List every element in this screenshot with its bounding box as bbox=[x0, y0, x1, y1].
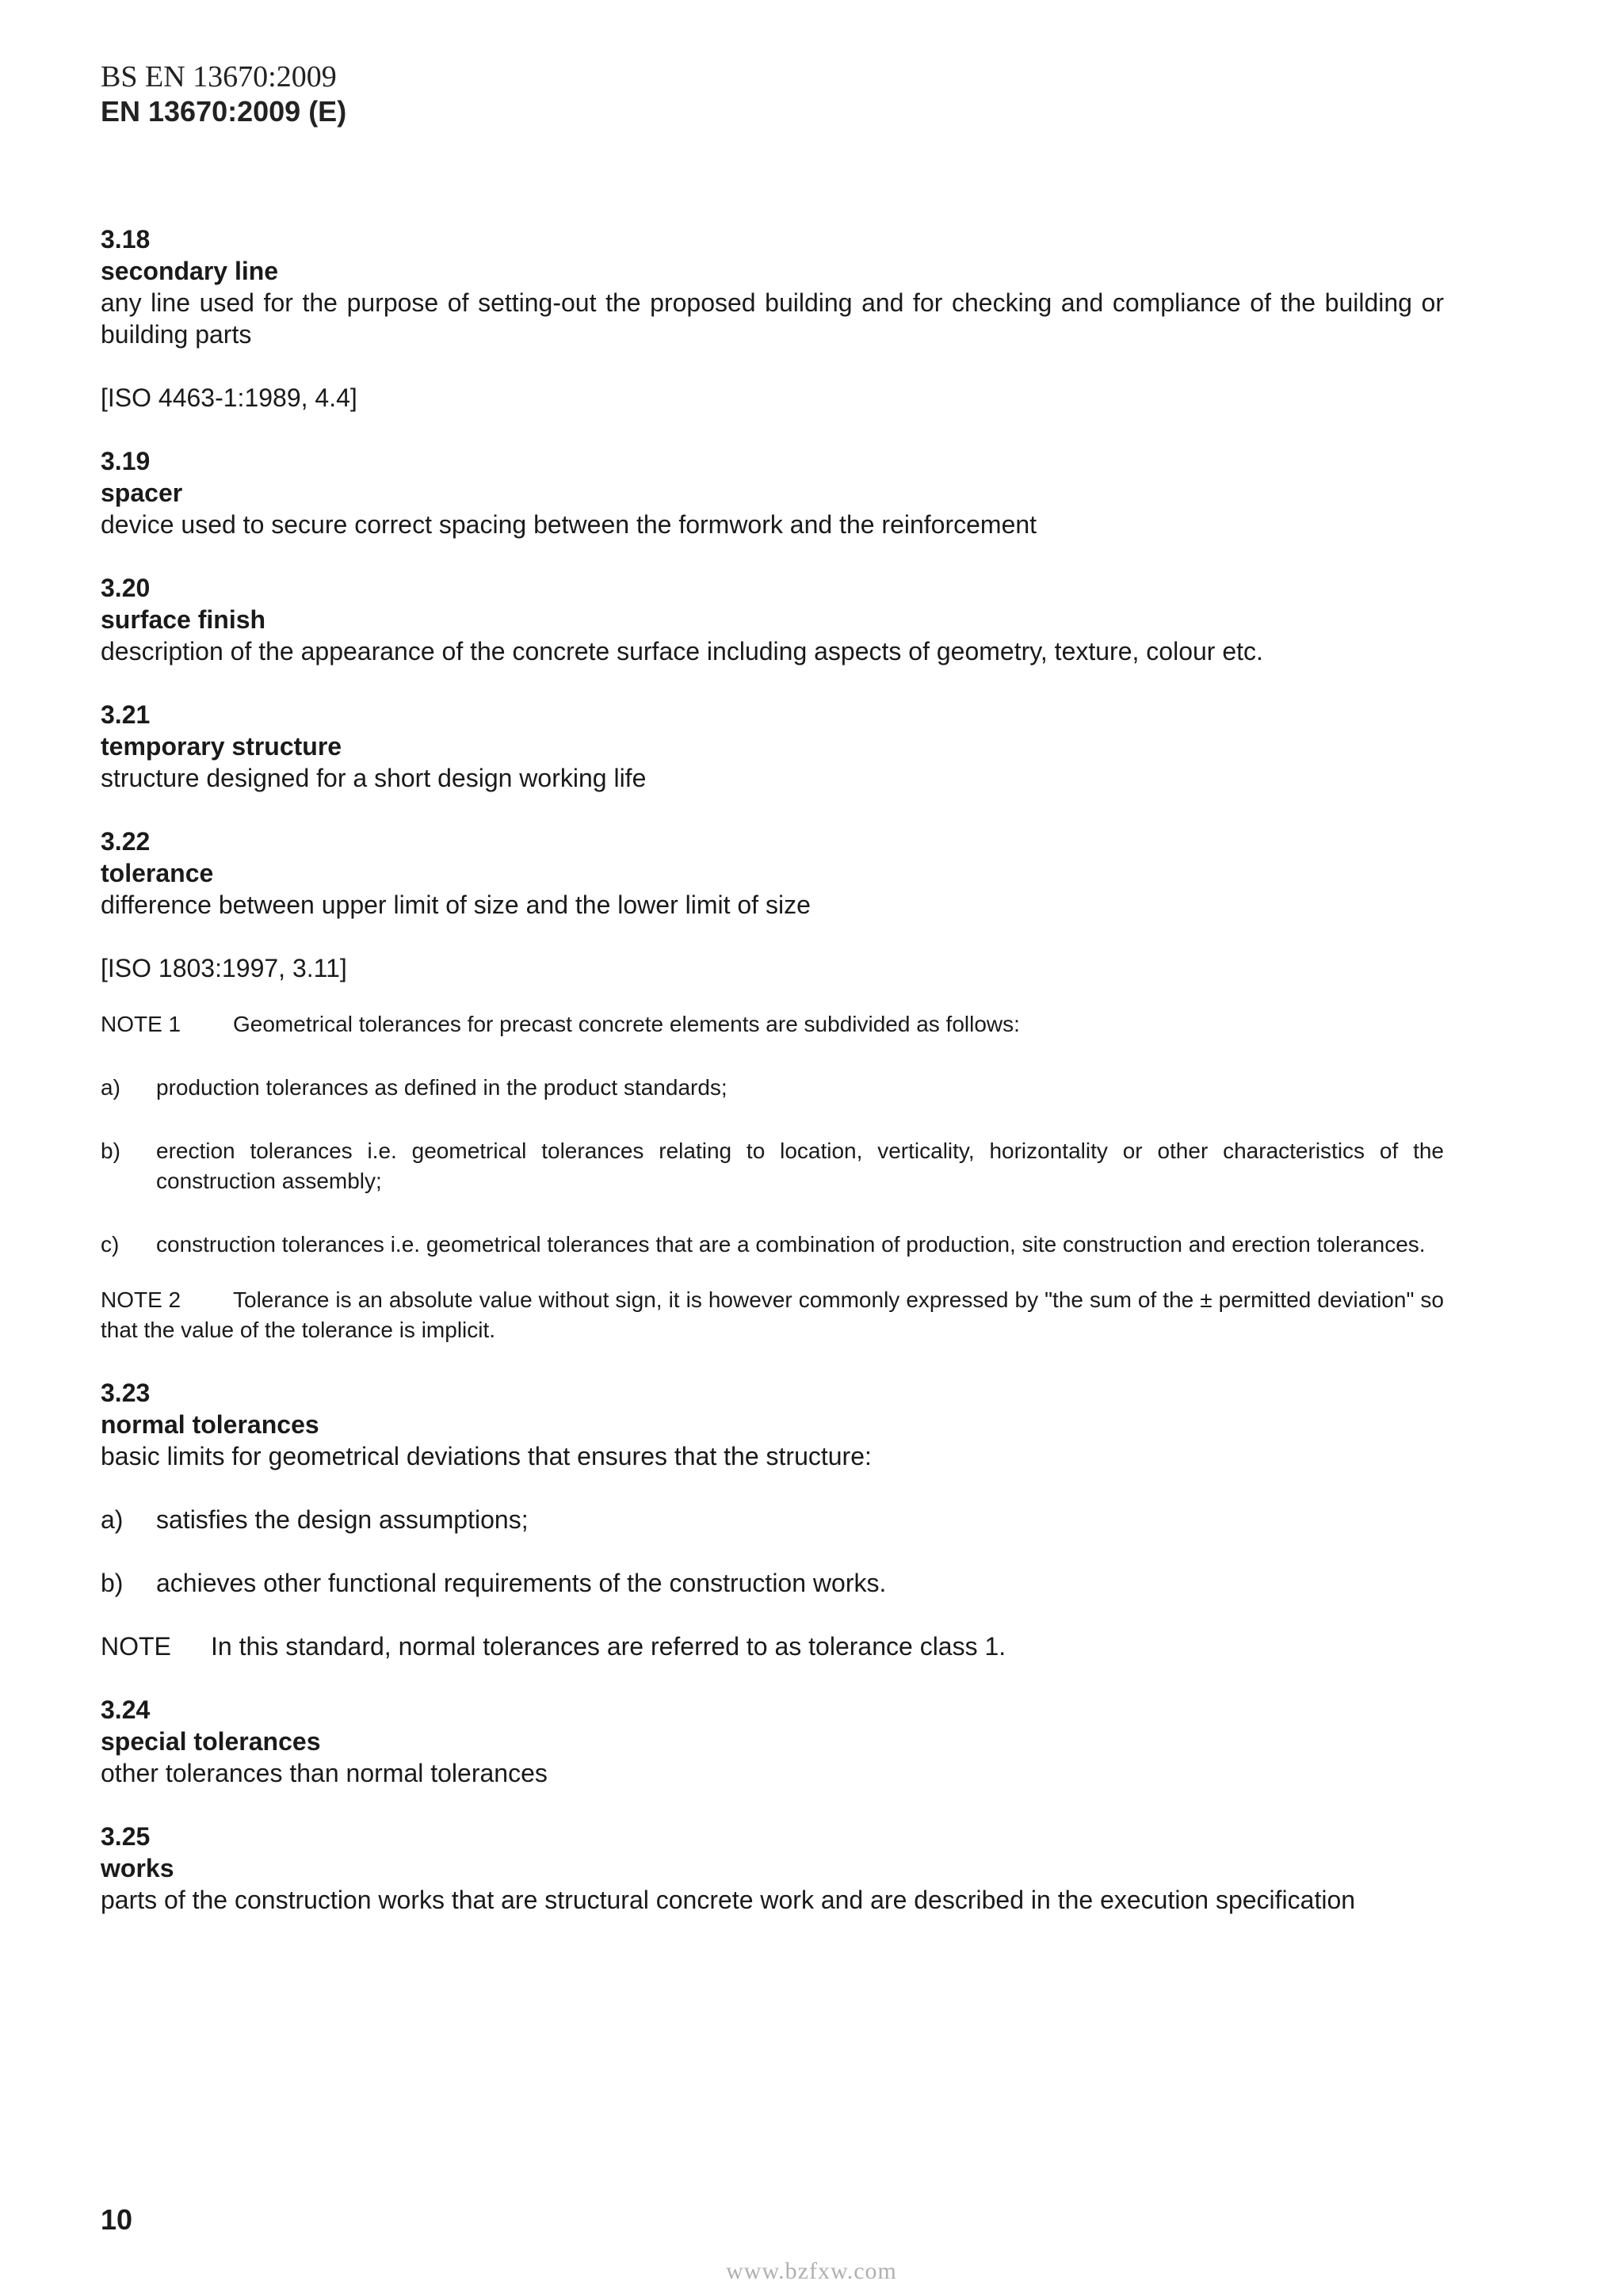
document-body bbox=[101, 223, 1444, 1916]
term-name: normal tolerances bbox=[101, 1410, 319, 1439]
list-item bbox=[101, 1073, 1444, 1103]
term-reference: [ISO 1803:1997, 3.11] bbox=[101, 954, 347, 982]
note-label: NOTE 2 bbox=[101, 1287, 181, 1312]
list-item-label: a) bbox=[101, 1075, 120, 1100]
term-number: 3.24 bbox=[101, 1695, 151, 1724]
term-name: spacer bbox=[101, 479, 183, 507]
term-definition: any line used for the purpose of setting-out the proposed building and for checking and compliance of the building or building parts bbox=[101, 288, 1444, 349]
note-text: Geometrical tolerances for precast concrete elements are subdivided as follows: bbox=[233, 1012, 1020, 1036]
list-item-text: construction tolerances i.e. geometrical tolerances that are a combination of production, site construction and erection tolerances. bbox=[156, 1232, 1426, 1257]
term-name: tolerance bbox=[101, 859, 214, 887]
term-entry-3-20 bbox=[101, 572, 1444, 667]
term-number: 3.20 bbox=[101, 574, 151, 602]
list-item-label: b) bbox=[101, 1138, 120, 1163]
term-entry-3-22 bbox=[101, 826, 1444, 1345]
list-item-text: satisfies the design assumptions; bbox=[156, 1505, 529, 1534]
term-name: secondary line bbox=[101, 257, 279, 285]
list-item-label: c) bbox=[101, 1232, 120, 1257]
list-item-label: b) bbox=[101, 1569, 124, 1597]
term-entry-3-21 bbox=[101, 699, 1444, 794]
page-header bbox=[101, 59, 814, 128]
list-item bbox=[101, 1136, 1444, 1196]
term-definition: basic limits for geometrical deviations that ensures that the structure: bbox=[101, 1442, 872, 1470]
term-number: 3.22 bbox=[101, 827, 151, 856]
list-item-text: erection tolerances i.e. geometrical tolerances relating to location, verticality, horizontality or other characteristics of the construction assembly; bbox=[156, 1138, 1444, 1193]
note-text: In this standard, normal tolerances are referred to as tolerance class 1. bbox=[211, 1632, 1006, 1661]
term-name: special tolerances bbox=[101, 1727, 321, 1756]
term-number: 3.25 bbox=[101, 1822, 151, 1851]
term-name: temporary structure bbox=[101, 732, 342, 761]
list-item-text: achieves other functional requirements of the construction works. bbox=[156, 1569, 887, 1597]
list-item-label: a) bbox=[101, 1505, 124, 1534]
list-item bbox=[101, 1504, 1444, 1535]
term-entry-3-18 bbox=[101, 223, 1444, 414]
term-number: 3.18 bbox=[101, 225, 151, 254]
term-number: 3.23 bbox=[101, 1379, 151, 1407]
note-label: NOTE bbox=[101, 1632, 171, 1661]
term-entry-3-19 bbox=[101, 445, 1444, 540]
term-definition: parts of the construction works that are structural concrete work and are described in the execution specification bbox=[101, 1886, 1356, 1914]
term-definition: description of the appearance of the concrete surface including aspects of geometry, texture, colour etc. bbox=[101, 637, 1263, 666]
term-entry-3-23 bbox=[101, 1377, 1444, 1662]
term-name: surface finish bbox=[101, 605, 266, 634]
watermark-text: www.bzfxw.com bbox=[726, 2258, 897, 2284]
term-definition: structure designed for a short design working life bbox=[101, 764, 647, 792]
standard-designation-en: EN 13670:2009 (E) bbox=[101, 95, 347, 128]
term-definition: device used to secure correct spacing between the formwork and the reinforcement bbox=[101, 510, 1037, 539]
term-entry-3-25 bbox=[101, 1821, 1444, 1916]
term-reference: [ISO 4463-1:1989, 4.4] bbox=[101, 383, 357, 412]
term-number: 3.19 bbox=[101, 447, 151, 475]
term-definition: other tolerances than normal tolerances bbox=[101, 1759, 548, 1787]
note bbox=[101, 1630, 1444, 1662]
standard-designation-bs: BS EN 13670:2009 bbox=[101, 60, 337, 93]
term-number: 3.21 bbox=[101, 700, 151, 729]
list-item-text: production tolerances as defined in the product standards; bbox=[156, 1075, 727, 1100]
list-item bbox=[101, 1567, 1444, 1599]
note-2 bbox=[101, 1285, 1444, 1345]
note-1 bbox=[101, 1009, 1444, 1039]
list-item bbox=[101, 1230, 1444, 1260]
note-text: Tolerance is an absolute value without sign, it is however commonly expressed by "the sum of the ± permitted deviation" so that the value of the tolerance is implicit. bbox=[101, 1287, 1444, 1342]
term-name: works bbox=[101, 1854, 174, 1882]
note-label: NOTE 1 bbox=[101, 1012, 181, 1036]
term-entry-3-24 bbox=[101, 1694, 1444, 1789]
page-number: 10 bbox=[101, 2203, 133, 2236]
term-definition: difference between upper limit of size and the lower limit of size bbox=[101, 891, 811, 919]
